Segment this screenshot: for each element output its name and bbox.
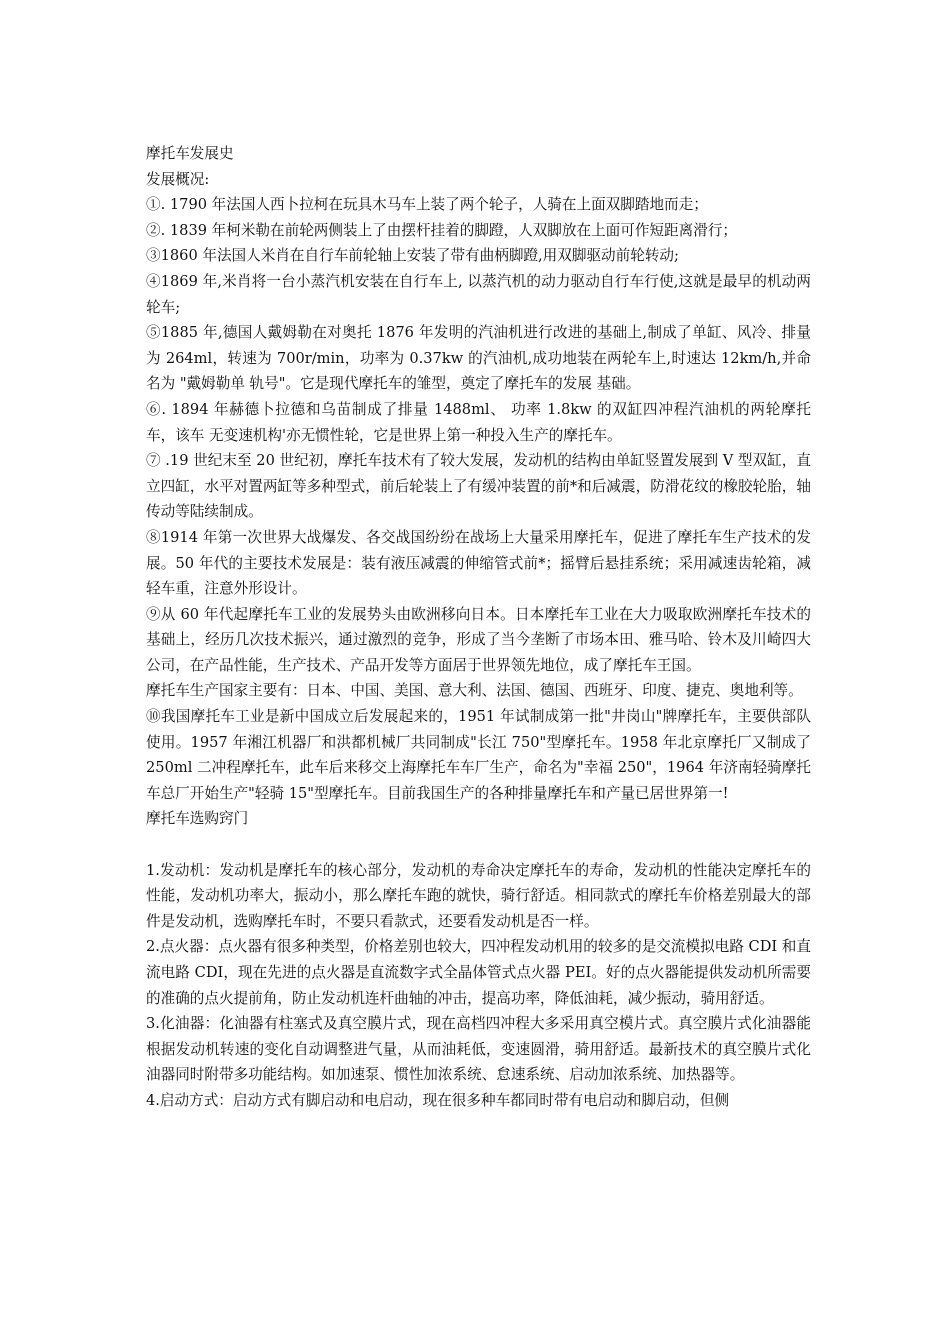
history-item-4: ④1869 年,米肖将一台小蒸汽机安装在自行车上, 以蒸汽机的动力驱动自行车行使,这就是最早的机动两 轮车; — [146, 272, 811, 316]
buying-tip-igniter: 2.点火器：点火器有很多种类型，价格差别也较大，四冲程发动机用的较多的是交流模拟电路 CDI 和直流电路 CDI，现在先进的点火器是直流数字式全晶体管式点火器 PEI。好的点火器能提供发动机所需要的准确的点火提前角，防止发动机连杆曲轴的冲击，提高功率，降低油耗，减少振动，骑用舒适。 — [146, 938, 811, 1007]
producing-countries: 摩托车生产国家主要有：日本、中国、美国、意大利、法国、德国、西班牙、印度、捷克、奥地利等。 — [146, 682, 803, 700]
history-item-6: ⑥. 1894 年赫德卜拉德和乌苗制成了排量 1488ml、 功率 1.8kw 的双缸四冲程汽油机的两轮摩托车，该车 无变速机构'亦无惯性轮，它是世界上第一种投入生产的摩托车。 — [146, 400, 811, 444]
history-item-1: ①. 1790 年法国人西卜拉柯在玩具木马车上装了两个轮子，人骑在上面双脚踏地而走； — [146, 196, 708, 214]
blank-line — [146, 832, 811, 858]
buying-tip-carburetor: 3.化油器：化油器有柱塞式及真空膜片式，现在高档四冲程大多采用真空模片式。真空膜片式化油器能根据发动机转速的变化自动调整进气量，从而油耗低，变速圆滑，骑用舒适。最新技术的真空膜片式化油器同时附带多功能结构。如加速泵、惯性加浓系统、怠速系统、启动加浓系统、加热器等。 — [146, 1015, 811, 1084]
history-item-7: ⑦ .19 世纪末至 20 世纪初，摩托车技术有了较大发展，发动机的结构由单缸竖置发展到 V 型双缸，直立四缸，水平对置两缸等多种型式，前后轮装上了有缓冲装置的前*和后减震，防滑花纹的橡胶轮胎，轴传动等陆续制成。 — [146, 452, 811, 521]
history-item-3: ③1860 年法国人米肖在自行车前轮轴上安装了带有曲柄脚蹬,用双脚驱动前轮转动; — [146, 247, 679, 265]
history-item-5: ⑤1885 年,德国人戴姆勒在对奥托 1876 年发明的汽油机进行改进的基础上,制成了单缸、风冷、排量为 264ml，转速为 700r/min，功率为 0.37kw 的汽油机,成功地装在两轮车上,时速达 12km/h,并命名为 "戴姆勒单 轨号"。它是现代摩托车的雏型，奠定了摩托车的发展 基础。 — [146, 324, 811, 393]
buying-tip-start-method: 4.启动方式：启动方式有脚启动和电启动，现在很多种车都同时带有电启动和脚启动，但侧 — [146, 1091, 730, 1109]
history-item-10: ⑩我国摩托车工业是新中国成立后发展起来的，1951 年试制成第一批"井岗山"牌摩托车，主要供部队使用。1957 年湘江机器厂和洪都机械厂共同制成"长江 750"型摩托车。1958 年北京摩托厂又制成了 250ml 二冲程摩托车，此车后来移交上海摩托车车厂生产，命名为"幸福 250"，1964 年济南轻骑摩托车总厂开始生产"轻骑 15"型摩托车。目前我国生产的各种排量摩托车和产量已居世界第一! — [146, 708, 811, 802]
history-item-2: ②. 1839 年柯米勒在前轮两侧装上了由摆杆挂着的脚蹬，人双脚放在上面可作短距离滑行； — [146, 221, 738, 239]
overview-heading: 发展概况: — [146, 170, 210, 188]
buying-heading: 摩托车选购窍门 — [146, 810, 249, 828]
history-item-9: ⑨从 60 年代起摩托车工业的发展势头由欧洲移向日本。日本摩托车工业在大力吸取欧洲摩托车技术的基础上，经历几次技术振兴，通过激烈的竞争，形成了当今垄断了市场本田、雅马哈、铃木及川崎四大公司，在产品性能，生产技术、产品开发等方面居于世界领先地位，成了摩托车王国。 — [146, 605, 811, 674]
buying-tip-engine: 1.发动机：发动机是摩托车的核心部分，发动机的寿命决定摩托车的寿命，发动机的性能决定摩托车的性能，发动机功率大，振动小，那么摩托车跑的就快，骑行舒适。相同款式的摩托车价格差别最大的部件是发动机，选购摩托车时，不要只看款式，还要看发动机是否一样。 — [146, 861, 811, 930]
document-title: 摩托车发展史 — [146, 145, 234, 162]
history-item-8: ⑧1914 年第一次世界大战爆发、各交战国纷纷在战场上大量采用摩托车，促进了摩托车生产技术的发展。50 年代的主要技术发展是：装有液压减震的伸缩管式前*；摇臂后悬挂系统；采用减速齿轮箱，减轻车重，注意外形设计。 — [146, 528, 811, 598]
document-page — [146, 141, 811, 1114]
